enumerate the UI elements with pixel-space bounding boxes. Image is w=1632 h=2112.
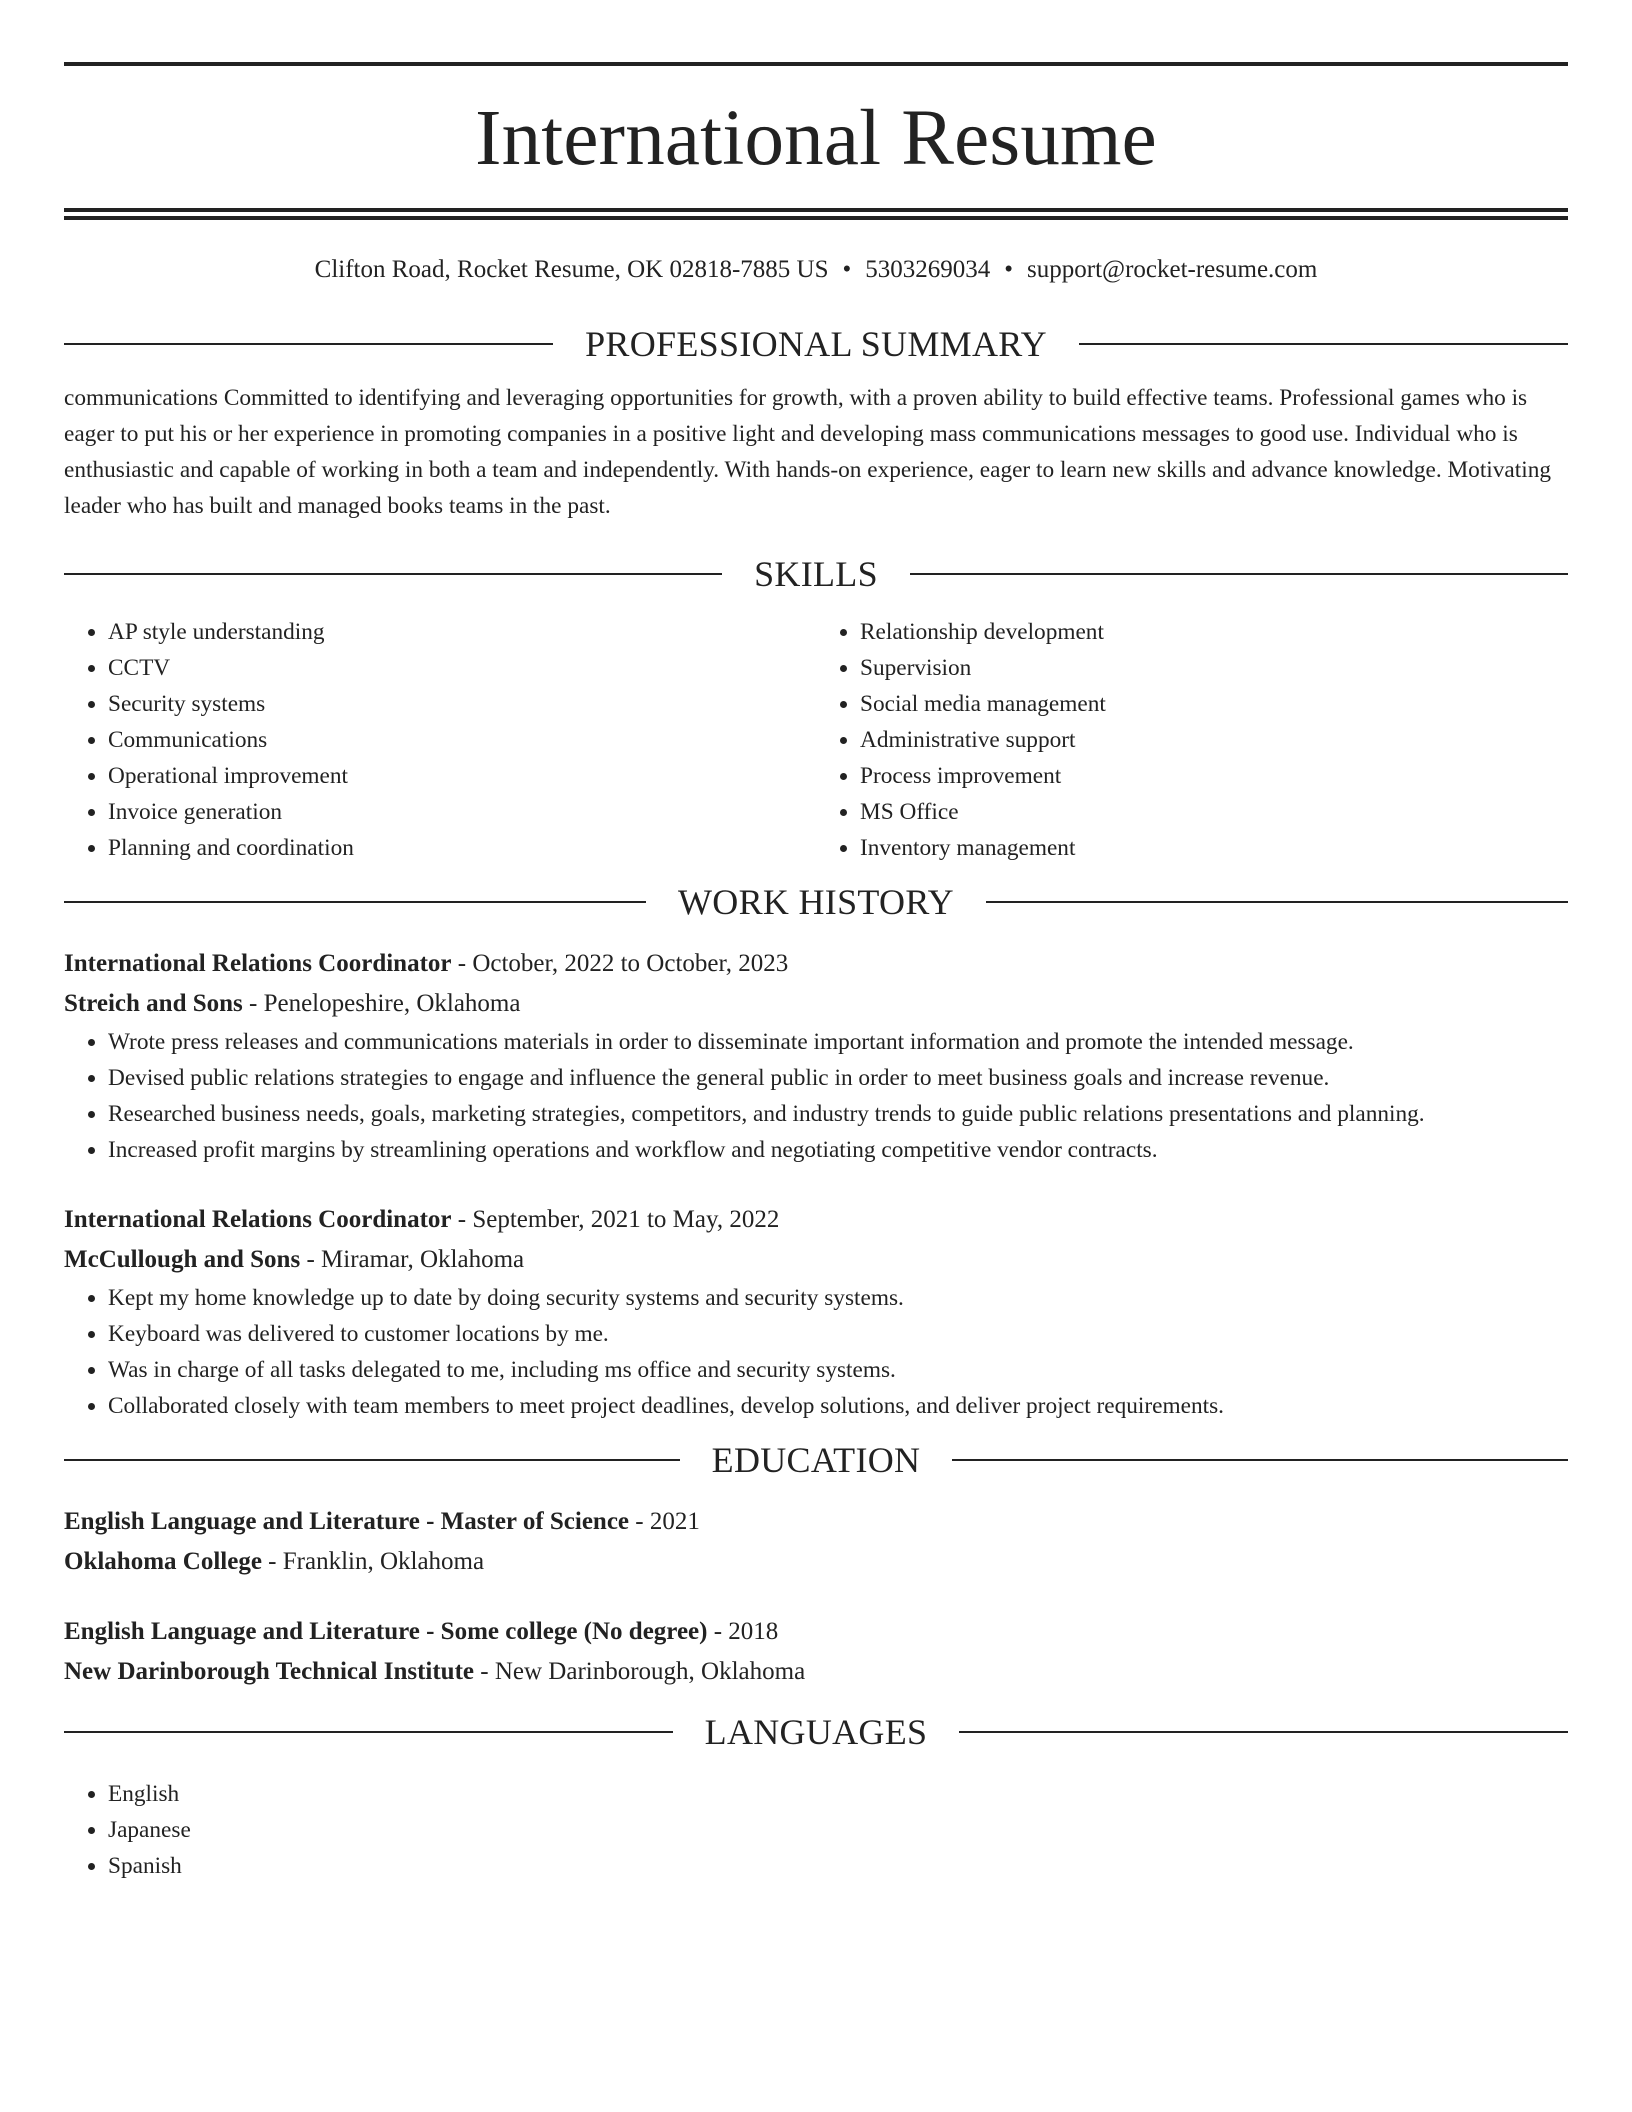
degree-year: - 2018 — [707, 1618, 779, 1645]
education-header — [64, 1440, 1568, 1480]
degree-name: English Language and Literature - Master of Science — [64, 1508, 630, 1535]
header-rule-right — [959, 1731, 1568, 1733]
skills-heading: SKILLS — [754, 554, 878, 594]
language-item: • Spanish — [108, 1848, 1568, 1884]
job-company: McCullough and Sons — [64, 1246, 301, 1273]
contact-separator: • — [1004, 256, 1014, 283]
school-location: - New Darinborough, Oklahoma — [474, 1658, 806, 1685]
header-rule-right — [910, 573, 1568, 575]
job-entry — [64, 944, 1568, 1168]
header-rule-left — [64, 1731, 673, 1733]
job-company-line — [64, 984, 1568, 1024]
school-name: New Darinborough Technical Institute — [64, 1658, 475, 1685]
language-item: • English — [108, 1776, 1568, 1812]
job-company-line — [64, 1240, 1568, 1280]
job-entry — [64, 1200, 1568, 1424]
school-location: - Franklin, Oklahoma — [261, 1548, 485, 1575]
skill-item: • Operational improvement — [108, 758, 816, 794]
job-bullets — [64, 1024, 1568, 1168]
header-rule-left — [64, 573, 722, 575]
job-bullets — [64, 1280, 1568, 1424]
skill-item: • Invoice generation — [108, 794, 816, 830]
header-rule-right — [952, 1459, 1568, 1461]
skill-item: • Planning and coordination — [108, 830, 816, 866]
skill-item: • Administrative support — [860, 722, 1568, 758]
skill-item: • Communications — [108, 722, 816, 758]
education-entry — [64, 1612, 1568, 1692]
job-bullet: • Increased profit margins by streamlining operations and workflow and negotiating competitive vendor contracts. — [108, 1132, 1568, 1168]
skill-item: • Social media management — [860, 686, 1568, 722]
school-line — [64, 1652, 1568, 1692]
work-header — [64, 882, 1568, 922]
contact-line — [64, 254, 1568, 286]
job-title: International Relations Coordinator — [64, 1206, 452, 1233]
job-bullet: • Devised public relations strategies to engage and influence the general public in order to meet business goals and increase revenue. — [108, 1060, 1568, 1096]
contact-email: support@rocket-resume.com — [1027, 256, 1318, 283]
degree-line — [64, 1612, 1568, 1652]
skill-item: • Process improvement — [860, 758, 1568, 794]
resume-title: International Resume — [475, 95, 1157, 182]
school-line — [64, 1542, 1568, 1582]
contact-address: Clifton Road, Rocket Resume, OK 02818-7885 US — [314, 256, 829, 283]
job-bullet: • Keyboard was delivered to customer locations by me. — [108, 1316, 1568, 1352]
skill-item: • Inventory management — [860, 830, 1568, 866]
job-title-line — [64, 944, 1568, 984]
school-name: Oklahoma College — [64, 1548, 262, 1575]
degree-line — [64, 1502, 1568, 1542]
summary-text: communications Committed to identifying and leveraging opportunities for growth, with a proven ability to build effective teams. Professional games who is eager to put his or her experience in promoting companies in a positive light and developing mass communications messages to good use. Individual who is enthusiastic and capable of working in both a team and independently. With hands-on experience, eager to learn new skills and advance knowledge. Motivating leader who has built and managed books teams in the past. — [64, 385, 1552, 519]
contact-phone: 5303269034 — [865, 256, 991, 283]
job-title: International Relations Coordinator — [64, 950, 452, 977]
languages-list — [64, 1776, 1568, 1884]
skills-column-left — [64, 614, 816, 866]
skill-item: • Supervision — [860, 650, 1568, 686]
header-rule-left — [64, 343, 553, 345]
header-rule-left — [64, 1459, 680, 1461]
job-title-line — [64, 1200, 1568, 1240]
header-rule-left — [64, 901, 646, 903]
job-company: Streich and Sons — [64, 990, 243, 1017]
contact-separator: • — [842, 256, 852, 283]
job-dates: - October, 2022 to October, 2023 — [451, 950, 789, 977]
languages-header — [64, 1712, 1568, 1752]
skills-header — [64, 554, 1568, 594]
summary-heading: PROFESSIONAL SUMMARY — [585, 324, 1047, 364]
job-bullet: • Kept my home knowledge up to date by doing security systems and security systems. — [108, 1280, 1568, 1316]
skill-item: • Security systems — [108, 686, 816, 722]
job-location: - Penelopeshire, Oklahoma — [242, 990, 521, 1017]
job-bullet: • Collaborated closely with team members to meet project deadlines, develop solutions, and deliver project requirements. — [108, 1388, 1568, 1424]
header-rule-right — [1079, 343, 1568, 345]
job-dates: - September, 2021 to May, 2022 — [451, 1206, 780, 1233]
degree-year: - 2021 — [629, 1508, 700, 1535]
skill-item: • CCTV — [108, 650, 816, 686]
title-double-rule — [64, 208, 1568, 212]
language-item: • Japanese — [108, 1812, 1568, 1848]
skill-item: • AP style understanding — [108, 614, 816, 650]
job-bullet: • Researched business needs, goals, marketing strategies, competitors, and industry trends to guide public relations presentations and planning. — [108, 1096, 1568, 1132]
summary-header — [64, 324, 1568, 364]
work-heading: WORK HISTORY — [678, 882, 954, 922]
job-location: - Miramar, Oklahoma — [300, 1246, 525, 1273]
skill-item: • Relationship development — [860, 614, 1568, 650]
languages-heading: LANGUAGES — [704, 1712, 928, 1752]
education-heading: EDUCATION — [711, 1440, 921, 1480]
skills-list — [64, 614, 1568, 866]
skills-column-right — [816, 614, 1568, 866]
job-bullet: • Wrote press releases and communications materials in order to disseminate important information and promote the intended message. — [108, 1024, 1568, 1060]
skill-item: • MS Office — [860, 794, 1568, 830]
job-bullet: • Was in charge of all tasks delegated to me, including ms office and security systems. — [108, 1352, 1568, 1388]
degree-name: English Language and Literature - Some college (No degree) — [64, 1618, 708, 1645]
education-entry — [64, 1502, 1568, 1582]
header-rule-right — [986, 901, 1568, 903]
